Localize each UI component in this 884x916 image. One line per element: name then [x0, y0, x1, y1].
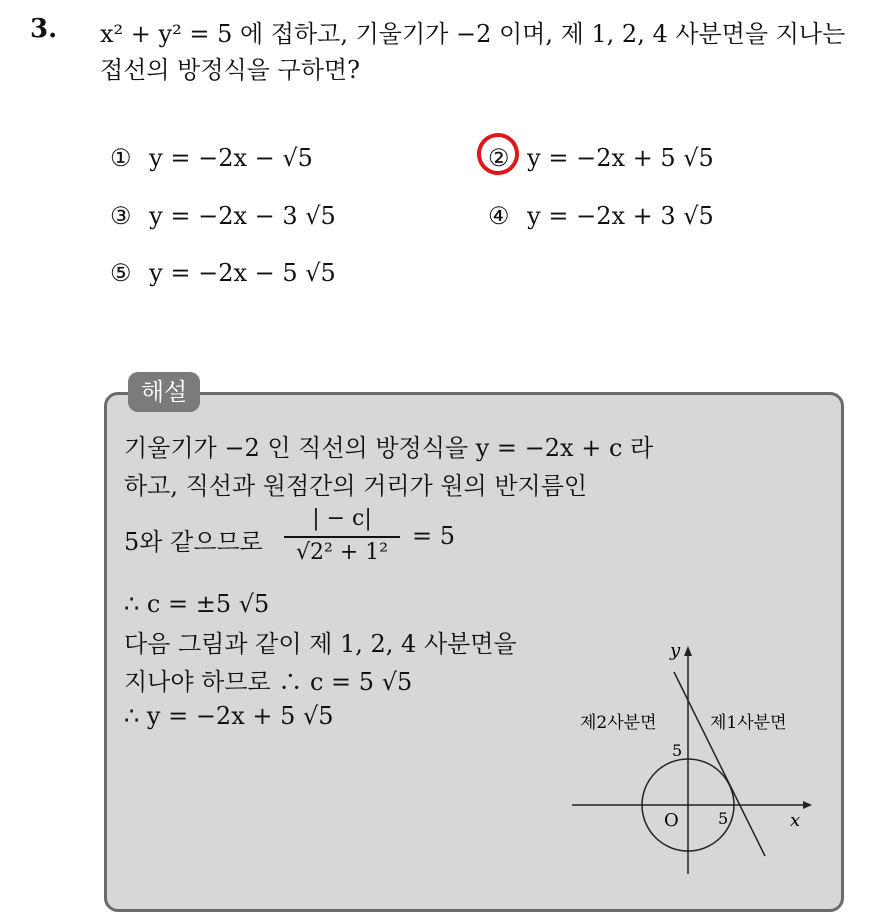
- fraction-numerator: | − c|: [312, 506, 372, 531]
- solution-line4: ∴ c = ±5 √5: [124, 590, 270, 618]
- choice-1-expr: y = −2x − √5: [149, 144, 313, 172]
- fraction-denominator: √2² + 1²: [295, 540, 389, 565]
- choice-5-label: ⑤: [110, 259, 132, 287]
- choice-4-label: ④: [488, 202, 510, 230]
- choice-2[interactable]: [488, 144, 714, 172]
- solution-line1: 기울기가 −2 인 직선의 방정식을 y = −2x + c 라: [124, 434, 654, 462]
- choice-3-label: ③: [110, 202, 132, 230]
- choice-4[interactable]: [488, 202, 714, 230]
- solution-line6: 지나야 하므로 ∴ c = 5 √5: [124, 668, 413, 696]
- distance-fraction: [284, 506, 400, 570]
- choice-3-expr: y = −2x − 3 √5: [149, 202, 336, 230]
- x-axis-arrow: [803, 801, 812, 809]
- solution-line5: 다음 그림과 같이 제 1, 2, 4 사분면을: [124, 630, 517, 658]
- solution-line2: 하고, 직선과 원점간의 거리가 원의 반지름인: [124, 472, 588, 500]
- question-text-line1: x² + y² = 5 에 접하고, 기울기가 −2 이며, 제 1, 2, 4 사분면을 지나는: [100, 20, 846, 48]
- solution-label: 해설: [128, 372, 200, 412]
- question-text-line2: 접선의 방정식을 구하면?: [100, 56, 360, 84]
- quadrant2-label: 제2사분면: [580, 713, 657, 733]
- choice-2-label: ②: [488, 144, 510, 172]
- origin-label: O: [664, 810, 679, 831]
- choice-4-expr: y = −2x + 3 √5: [527, 202, 714, 230]
- y-axis-arrow: [684, 646, 692, 656]
- quadrant1-label: 제1사분면: [710, 713, 787, 733]
- choice-5[interactable]: [110, 259, 336, 287]
- y-axis-label: y: [670, 640, 681, 661]
- choice-1[interactable]: [110, 144, 313, 172]
- fraction-bar: [284, 536, 400, 538]
- y-intercept-label: 5: [672, 741, 683, 760]
- choice-1-label: ①: [110, 144, 132, 172]
- x-axis-label: x: [790, 810, 801, 831]
- question-number: 3.: [30, 14, 58, 44]
- fraction-rhs: = 5: [412, 522, 456, 550]
- choice-5-expr: y = −2x − 5 √5: [149, 259, 336, 287]
- solution-line7: ∴ y = −2x + 5 √5: [124, 702, 334, 730]
- solution-line3-prefix: 5와 같으므로: [124, 528, 263, 556]
- x-intercept-label: 5: [718, 809, 729, 828]
- choice-3[interactable]: [110, 202, 336, 230]
- tangent-line-figure: [560, 628, 830, 888]
- choice-2-expr: y = −2x + 5 √5: [527, 144, 714, 172]
